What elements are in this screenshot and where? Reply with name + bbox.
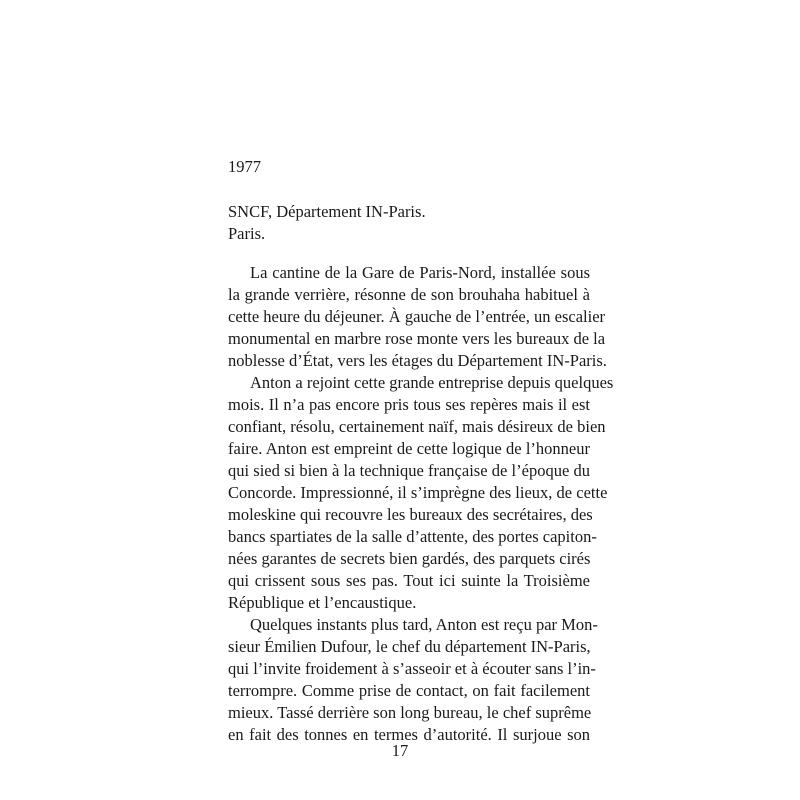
text-line: La cantine de la Gare de Paris-Nord, installée sous <box>250 263 590 282</box>
text-line: terrompre. Comme prise de contact, on fait facilement <box>228 681 590 700</box>
text-line: qui sied si bien à la technique française de l’époque du <box>228 461 590 480</box>
text-line: qui l’invite froidement à s’asseoir et à écouter sans l’in- <box>228 659 596 678</box>
text-line: Quelques instants plus tard, Anton est reçu par Mon- <box>250 615 598 634</box>
text-line: cette heure du déjeuner. À gauche de l’entrée, un escalier <box>228 307 606 326</box>
text-line: Concorde. Impressionné, il s’imprègne des lieux, de cette <box>228 483 608 502</box>
paragraph <box>228 372 614 614</box>
text-line: bancs spartiates de la salle d’attente, des portes capiton- <box>228 527 597 546</box>
text-line: en fait des tonnes en termes d’autorité. Il surjoue son <box>228 725 590 744</box>
location-line-city: Paris. <box>228 224 266 243</box>
chapter-location-header <box>228 201 426 245</box>
text-line: moleskine qui recouvre les bureaux des secrétaires, des <box>228 505 593 524</box>
text-line: la grande verrière, résonne de son brouhaha habituel à <box>228 285 590 304</box>
page-number: 17 <box>391 741 409 760</box>
text-line: qui crissent sous ses pas. Tout ici suinte la Troisième <box>228 571 590 590</box>
text-line: noblesse d’État, vers les étages du Département IN-Paris. <box>228 351 607 370</box>
paragraph <box>228 614 598 746</box>
text-line: Anton a rejoint cette grande entreprise depuis quelques <box>250 373 614 392</box>
text-line: mieux. Tassé derrière son long bureau, le chef suprême <box>228 703 592 722</box>
text-line: mois. Il n’a pas encore pris tous ses repères mais il est <box>228 395 590 414</box>
location-line-organization: SNCF, Département IN-Paris. <box>228 202 426 221</box>
text-line: République et l’encaustique. <box>228 593 417 612</box>
paragraph <box>228 262 607 372</box>
text-line: nées garantes de secrets bien gardés, des parquets cirés <box>228 549 591 568</box>
chapter-year: 1977 <box>228 157 261 176</box>
text-line: faire. Anton est empreint de cette logique de l’honneur <box>228 439 590 458</box>
body-text <box>228 262 614 746</box>
text-line: confiant, résolu, certainement naïf, mais désireux de bien <box>228 417 606 436</box>
text-line: monumental en marbre rose monte vers les bureaux de la <box>228 329 606 348</box>
text-line: sieur Émilien Dufour, le chef du département IN-Paris, <box>228 637 591 656</box>
